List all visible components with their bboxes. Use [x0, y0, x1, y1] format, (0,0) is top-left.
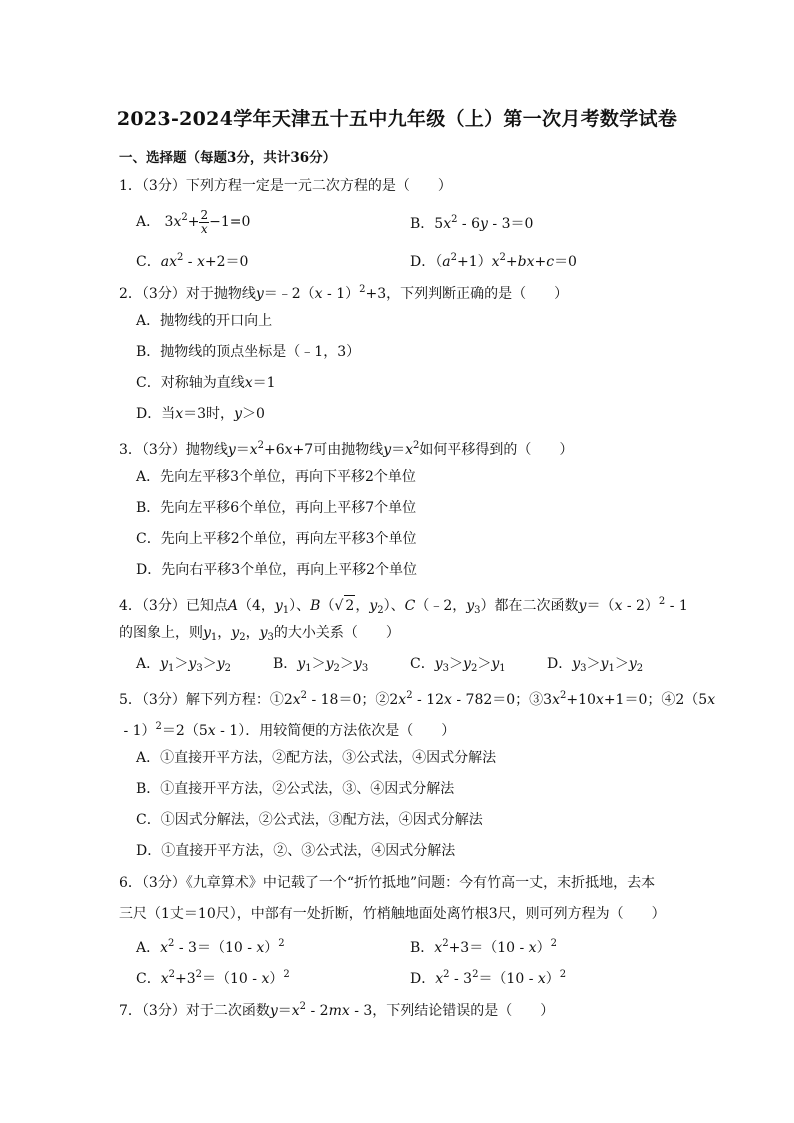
question-5-option-a: A．①直接开平方法，②配方法，③公式法，④因式分解法 [136, 750, 497, 766]
question-7-stem: 7．（3分）对于二次函数$y=x^2 - 2mx - 3$，下列结论错误的是（ ） [119, 1001, 555, 1019]
question-4-option-d: D．$y_3>y_1>y_2$ [547, 656, 644, 674]
question-3-option-a: A．先向左平移3个单位，再向下平移2个单位 [136, 469, 416, 485]
question-6-stem-line-1: 6．（3分）《九章算术》中记载了一个“折竹抵地”问题：今有竹高一丈，末折抵地，去本 [119, 875, 656, 891]
exam-title: 2023-2024学年天津五十五中九年级（上）第一次月考数学试卷 [116, 108, 678, 130]
question-4-stem-line-2: 的图象上，则$y_1$，$y_2$，$y_3$的大小关系（ ） [119, 625, 400, 643]
question-6-option-b: B．$x^2+3=(10 - x)^2$ [410, 938, 557, 956]
question-2-option-a: A．抛物线的开口向上 [136, 313, 273, 329]
question-4-option-b: B．$y_1>y_2>y_3$ [273, 656, 369, 674]
question-6-option-c: C．$x^2+3^2=(10 - x)^2$ [136, 969, 290, 987]
question-5-option-d: D．①直接开平方法，②、③公式法，④因式分解法 [136, 843, 456, 859]
question-6-stem-line-2: 三尺（1丈＝10尺），中部有一处折断，竹梢触地面处离竹根3尺，则可列方程为（ ） [119, 906, 666, 922]
question-1-option-d: D．$(a^2+1)x^2+bx+c=0$ [410, 252, 577, 270]
question-5-stem-line-2: - 1）$^2$＝2（5x - 1）．用较简便的方法依次是（ ） [119, 721, 456, 739]
question-3-option-c: C．先向上平移2个单位，再向左平移3个单位 [136, 531, 417, 547]
question-4-stem-line-1: 4．（3分）已知点A（4，$y_1$）、B（√ 2，$y_2$）、C（﹣2，$y_3$）都在二次函数y＝（x - 2）$^2$ - 1 [119, 596, 688, 616]
question-2-option-c: C．对称轴为直线x＝1 [136, 375, 276, 391]
question-6-option-a: A．$x^2 - 3=(10 - x)^2$ [136, 938, 285, 956]
question-1-stem: 1．（3分）下列方程一定是一元二次方程的是（ ） [119, 178, 452, 194]
question-5-option-b: B．①直接开平方法，②公式法，③、④因式分解法 [136, 781, 455, 797]
question-2-option-b: B．抛物线的顶点坐标是（﹣1，3） [136, 344, 361, 360]
question-1-option-a: A． $3x^2+$ $\frac{2}{x}$ −1=0 [136, 207, 251, 236]
question-3-stem: 3．（3分）抛物线$y=x^2+6x+7$可由抛物线$y=x^2$如何平移得到的（ ） [119, 440, 574, 458]
question-1-option-c: C．$ax^2 - x+2=0$ [136, 252, 249, 270]
question-4-option-a: A．$y_1>y_3>y_2$ [136, 656, 232, 674]
section-heading: 一、选择题（每题3分，共计36分） [119, 150, 337, 166]
question-3-option-d: D．先向右平移3个单位，再向上平移2个单位 [136, 562, 418, 578]
question-1-option-b: B．$5x^2 - 6y - 3=0$ [410, 214, 534, 232]
question-6-option-d: D．$x^2 - 3^2=(10 - x)^2$ [410, 969, 567, 987]
question-4-option-c: C．$y_3>y_2>y_1$ [410, 656, 506, 674]
question-2-option-d: D．当x＝3时，y＞0 [136, 406, 265, 422]
question-3-option-b: B．先向左平移6个单位，再向上平移7个单位 [136, 500, 417, 516]
question-5-option-c: C．①因式分解法，②公式法，③配方法，④因式分解法 [136, 812, 483, 828]
question-2-stem: 2．（3分）对于抛物线y＝﹣2（x - 1）$^2$+3，下列判断正确的是（ ） [119, 284, 569, 302]
question-5-stem-line-1: 5．（3分）解下列方程：$①2x^2 - 18=0$；$②2x^2 - 12x - 782=0$；$③3x^2+10x+1=0$；④2（5x [119, 690, 716, 708]
